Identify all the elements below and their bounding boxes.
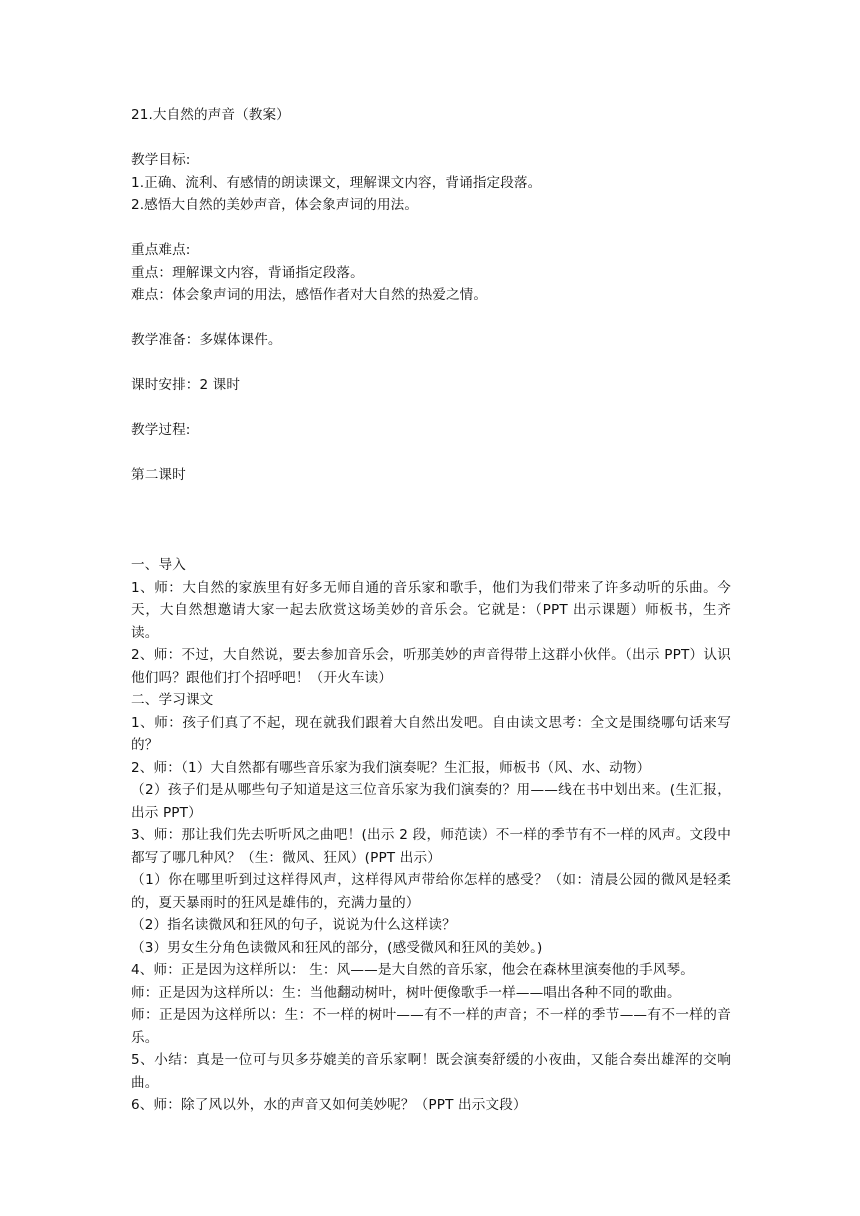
spacer (131, 397, 731, 420)
preparation-text: 教学准备：多媒体课件。 (131, 332, 282, 348)
objective-item: 1.正确、流利、有感情的朗读课文，理解课文内容，背诵指定段落。 (131, 174, 542, 191)
body-paragraph: （2）指名读微风和狂风的句子，说说为什么这样读？ (131, 917, 456, 933)
body-paragraph: 3、师：那让我们先去听听风之曲吧！(出示 2 段，师范读）不一样的季节有不一样的风声。文段中都写了哪几种风？（生：微风、狂风）(PPT 出示） (131, 827, 731, 866)
spacer (131, 217, 731, 240)
body-paragraph: （1）你在哪里听到过这样得风声，这样得风声带给你怎样的感受？（如：清晨公园的微风是轻柔的，夏天暴雨时的狂风是雄伟的，充满力量的） (131, 872, 731, 911)
body-paragraph: 2、师：不过，大自然说，要去参加音乐会，听那美妙的声音得带上这群小伙伴。（出示 PPT）认识他们吗？跟他们打个招呼吧！（开火车读） (131, 647, 731, 686)
section-heading: 二、学习课文 (131, 692, 214, 708)
document-content (131, 104, 731, 1117)
process-heading: 教学过程: (131, 422, 191, 438)
body-paragraph: 1、师：大自然的家族里有好多无师自通的音乐家和歌手，他们为我们带来了许多动听的乐曲。今天，大自然想邀请大家一起去欣赏这场美妙的音乐会。它就是：（PPT 出示课题）师板书，生齐读。 (131, 579, 731, 641)
body-paragraph: 5、小结：真是一位可与贝多芬媲美的音乐家啊！既会演奏舒缓的小夜曲，又能合奏出雄浑的交响曲。 (131, 1052, 731, 1091)
document-title: 21.大自然的声音（教案） (131, 107, 290, 123)
body-paragraph: 4、师：正是因为这样所以： 生：风——是大自然的音乐家，他会在森林里演奏他的手风琴。 (131, 962, 695, 978)
spacer (131, 487, 731, 532)
body-paragraph: 1、师：孩子们真了不起，现在就我们跟着大自然出发吧。自由读文思考：全文是围绕哪句话来写的？ (131, 714, 731, 753)
body-paragraph: 师：正是因为这样所以：生：当他翻动树叶，树叶便像歌手一样——唱出各种不同的歌曲。 (131, 984, 681, 1001)
spacer (131, 532, 731, 555)
spacer (131, 352, 731, 375)
body-paragraph: 2、师：（1）大自然都有哪些音乐家为我们演奏呢？生汇报，师板书（风、水、动物） (131, 759, 651, 776)
body-paragraph: （2）孩子们是从哪些句子知道是这三位音乐家为我们演奏的？用——线在书中划出来。(生汇报，出示 PPT） (131, 782, 731, 821)
key-point-difficulty: 难点：体会象声词的用法，感悟作者对大自然的热爱之情。 (131, 287, 488, 303)
body-paragraph: （3）男女生分角色读微风和狂风的部分，(感受微风和狂风的美妙。) (131, 939, 543, 956)
key-point-focus: 重点：理解课文内容，背诵指定段落。 (131, 264, 364, 281)
body-paragraph: 师：正是因为这样所以：生：不一样的树叶——有不一样的声音；不一样的季节——有不一样的音乐。 (131, 1007, 731, 1046)
lesson-label: 第二课时 (131, 467, 186, 483)
spacer (131, 307, 731, 330)
spacer (131, 442, 731, 465)
section-heading: 一、导入 (131, 557, 186, 573)
key-points-heading: 重点难点: (131, 242, 191, 258)
spacer (131, 127, 731, 150)
schedule-text: 课时安排：2 课时 (131, 377, 241, 393)
body-paragraph: 6、师：除了风以外，水的声音又如何美妙呢？（PPT 出示文段） (131, 1097, 527, 1113)
objectives-heading: 教学目标: (131, 152, 191, 168)
objective-item: 2.感悟大自然的美妙声音，体会象声词的用法。 (131, 197, 419, 213)
